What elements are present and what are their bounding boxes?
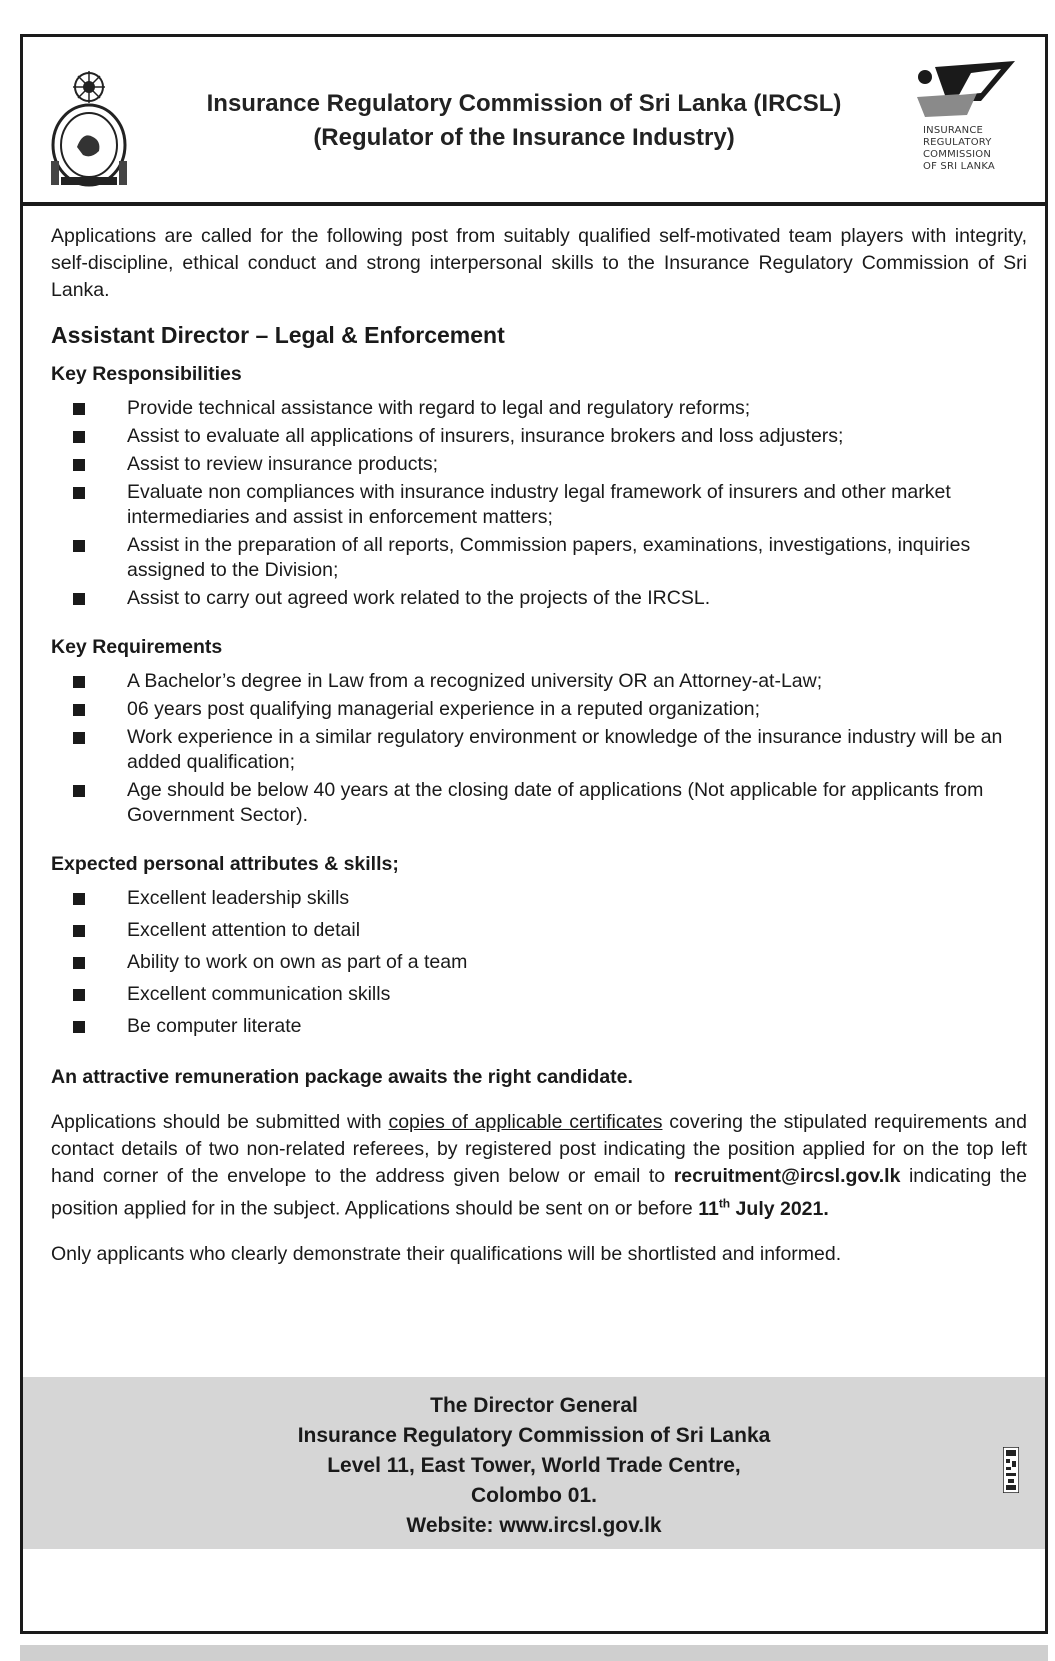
header-title-line1: Insurance Regulatory Commission of Sri Lanka (IRCSL)	[206, 90, 842, 117]
bottom-strip	[20, 1645, 1048, 1661]
list-item-text: Work experience in a similar regulatory environment or knowledge of the insurance industry will be an added qualification;	[127, 726, 1003, 773]
bullet-square-icon	[73, 785, 85, 797]
list-item	[51, 480, 1027, 530]
advertisement-body	[51, 223, 1027, 1268]
list-item-text: Be computer literate	[127, 1015, 302, 1037]
list-item	[51, 396, 1027, 421]
ircsl-logo	[911, 57, 1021, 187]
ircsl-logo-icon	[911, 57, 1021, 119]
list-item	[51, 918, 1027, 943]
header	[23, 37, 1045, 206]
bullet-square-icon	[73, 704, 85, 716]
website-line[interactable]: Website: www.ircsl.gov.lk	[406, 1514, 662, 1537]
bullet-square-icon	[73, 593, 85, 605]
responsibilities-list	[51, 396, 1027, 611]
address-line: Insurance Regulatory Commission of Sri Lanka	[297, 1424, 771, 1447]
attributes-list	[51, 886, 1027, 1039]
deadline-month-year: July 2021.	[730, 1197, 829, 1220]
list-item-text: 06 years post qualifying managerial experience in a reputed organization;	[127, 698, 761, 720]
sri-lanka-emblem-icon	[47, 65, 131, 189]
requirements-heading: Key Requirements	[51, 636, 223, 658]
list-item-text: Excellent leadership skills	[127, 887, 350, 909]
bullet-square-icon	[73, 459, 85, 471]
list-item	[51, 982, 1027, 1007]
bullet-square-icon	[73, 540, 85, 552]
list-item	[51, 886, 1027, 911]
remuneration-note: An attractive remuneration package awaits the right candidate.	[51, 1066, 633, 1088]
bullet-square-icon	[73, 676, 85, 688]
shortlist-note: Only applicants who clearly demonstrate their qualifications will be shortlisted and informed.	[51, 1242, 842, 1265]
bullet-square-icon	[73, 732, 85, 744]
list-item	[51, 950, 1027, 975]
recruitment-email[interactable]: recruitment@ircsl.gov.lk	[673, 1165, 901, 1187]
list-item-text: Excellent attention to detail	[127, 919, 361, 941]
attributes-heading: Expected personal attributes & skills;	[51, 853, 399, 875]
list-item-text: Assist to evaluate all applications of insurers, insurance brokers and loss adjusters;	[127, 425, 844, 447]
address-line: Colombo 01.	[470, 1484, 597, 1507]
deadline-date	[698, 1198, 829, 1220]
bullet-square-icon	[73, 403, 85, 415]
list-item-text: Assist in the preparation of all reports, Commission papers, examinations, investigations, inquiries assigned to the Division;	[127, 534, 971, 581]
logo-text-line: REGULATORY	[923, 137, 992, 148]
list-item-text: Ability to work on own as part of a team	[127, 951, 468, 973]
bullet-square-icon	[73, 925, 85, 937]
responsibilities-heading: Key Responsibilities	[51, 363, 242, 385]
address-line: The Director General	[430, 1394, 638, 1417]
logo-text-line: INSURANCE	[923, 125, 984, 136]
logo-text-line: COMMISSION	[923, 149, 992, 160]
list-item-text: Assist to review insurance products;	[127, 453, 439, 475]
logo-text-line: OF SRI LANKA	[923, 161, 995, 172]
list-item	[51, 669, 1027, 694]
list-item	[51, 533, 1027, 583]
list-item-text: Excellent communication skills	[127, 983, 391, 1005]
application-text: indicating the position applied for in the subject. Applications should be sent on or before	[51, 1165, 1027, 1220]
application-text: Applications should be submitted with	[51, 1111, 389, 1133]
list-item	[51, 1014, 1027, 1039]
advertisement-frame	[20, 34, 1048, 1634]
list-item	[51, 697, 1027, 722]
deadline-day: 11	[698, 1197, 719, 1220]
application-paragraph	[51, 1109, 1027, 1223]
list-item-text: Age should be below 40 years at the closing date of applications (Not applicable for applicants from Government Sector).	[127, 779, 984, 826]
barcode-icon	[1003, 1447, 1019, 1493]
list-item-text: A Bachelor’s degree in Law from a recognized university OR an Attorney-at-Law;	[127, 670, 823, 692]
application-text: covering the stipulated requirements and contact details of two non-related referees, by registered post indicating the position applied for on the top left hand corner of the envelope to the address given below or email to	[51, 1111, 1027, 1187]
address-line: Level 11, East Tower, World Trade Centre,	[327, 1454, 741, 1477]
list-item	[51, 586, 1027, 611]
contact-address-block	[23, 1377, 1045, 1549]
bullet-square-icon	[73, 431, 85, 443]
list-item-text: Evaluate non compliances with insurance industry legal framework of insurers and other market intermediaries and assist in enforcement matters;	[127, 481, 951, 528]
list-item	[51, 725, 1027, 775]
header-title-line2: (Regulator of the Insurance Industry)	[313, 124, 735, 151]
requirements-list	[51, 669, 1027, 828]
certificates-underlined-text: copies of applicable certificates	[388, 1111, 663, 1133]
bullet-square-icon	[73, 893, 85, 905]
bullet-square-icon	[73, 989, 85, 1001]
post-title: Assistant Director – Legal & Enforcement	[51, 322, 505, 348]
bullet-square-icon	[73, 957, 85, 969]
bullet-square-icon	[73, 487, 85, 499]
list-item	[51, 424, 1027, 449]
list-item-text: Assist to carry out agreed work related to the projects of the IRCSL.	[127, 587, 711, 609]
deadline-day-suffix: th	[718, 1196, 731, 1210]
list-item	[51, 778, 1027, 828]
header-title	[143, 87, 905, 155]
bullet-square-icon	[73, 1021, 85, 1033]
ircsl-logo-text	[923, 125, 1021, 173]
intro-paragraph: Applications are called for the following post from suitably qualified self-motivated team players with integrity, self-discipline, ethical conduct and strong interpersonal skills to the Insurance Regulatory Commission of Sri Lanka.	[51, 225, 1027, 301]
list-item-text: Provide technical assistance with regard to legal and regulatory reforms;	[127, 397, 751, 419]
list-item	[51, 452, 1027, 477]
